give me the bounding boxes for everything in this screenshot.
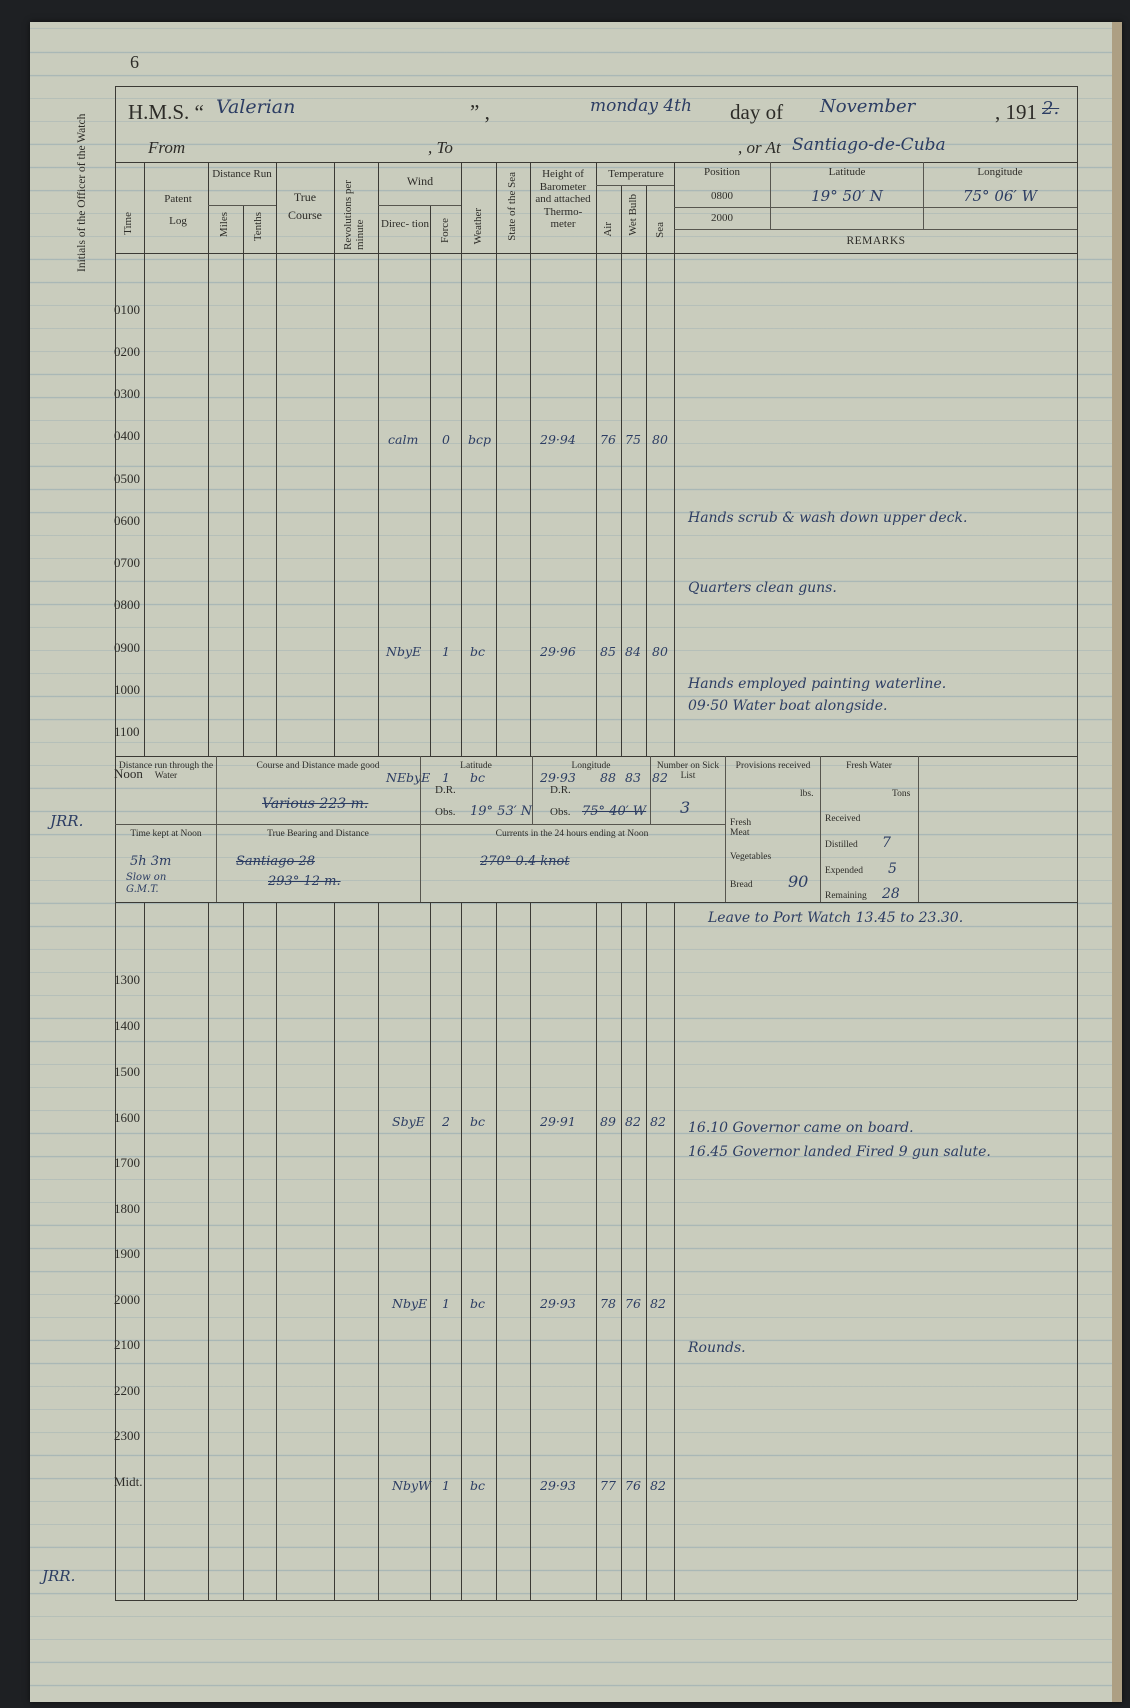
obs-1600-direction: SbyE [392,1114,425,1129]
temp-sub-line [596,185,674,186]
col-line-wet [646,185,647,756]
hms-prefix: H.M.S. “ [128,100,204,124]
position-header: Position [703,166,741,178]
officer-initials-pm: JRR. [42,1567,76,1585]
remark-1610: 16.10 Governor came on board. [688,1120,914,1136]
lon-obs-label: Obs. [550,806,571,818]
obs-noon-barometer: 29·93 [540,770,576,785]
obs-noon-air: 88 [600,770,616,785]
year-prefix: , 191 [995,100,1037,124]
obs-noon-weather: bc [470,770,486,785]
position-time-0800: 0800 [711,190,733,202]
col-line-revs [378,162,379,756]
obs-2000-weather: bc [470,1296,486,1311]
remark-0900: Hands employed painting waterline. [688,676,947,692]
pm-col-line-force [461,902,462,1600]
tons-label: Tons [892,789,911,799]
hour-label: 0300 [114,386,140,401]
pm-col-line-tenths [276,902,277,1600]
obs-1600-wet: 82 [625,1114,641,1129]
obs-0900-force: 1 [442,644,450,659]
hour-label: Midt. [114,1474,143,1489]
expended-value: 5 [888,861,897,877]
currents-label: Currents in the 24 hours ending at Noon [495,829,649,839]
hour-label: 1700 [114,1155,140,1170]
frame-bottom [115,1600,1077,1601]
obs-2000-wet: 76 [625,1296,641,1311]
obs-noon-direction: NEbyE [386,770,431,785]
col-line-time [144,162,145,756]
col-line-direction [430,205,431,756]
obs-midt-barometer: 29·93 [540,1478,576,1493]
obs-0900-wet: 84 [625,644,641,659]
col-air-header: Air [602,222,614,237]
pm-col-line-wet [646,902,647,1600]
obs-midt-wet: 76 [625,1478,641,1493]
distilled-value: 7 [882,835,891,851]
col-true-course-header: True Course [288,190,322,222]
pm-col-line-miles [243,902,244,1600]
pm-col-line-course [334,902,335,1600]
pm-col-line-air [621,902,622,1600]
obs-0900-air: 85 [600,644,616,659]
vegetables-label: Vegetables [730,852,772,862]
obs-0900-weather: bc [470,644,486,659]
hour-label: 0200 [114,344,140,359]
pm-col-line-revs [378,902,379,1600]
pm-col-line-state [530,902,531,1600]
col-wet-bulb-header: Wet Bulb [627,194,639,236]
hour-label: 1500 [114,1064,140,1079]
nb-line-7 [918,756,919,902]
obs-midt-weather: bc [470,1478,486,1493]
obs-2000-sea: 82 [650,1296,666,1311]
col-time-header: Time [122,212,134,235]
side-label-initials: Initials of the Officer of the Watch [76,113,88,272]
col-barometer-header: Height of Barometer and attached Thermo- meter [535,168,591,230]
obs-1600-sea: 82 [650,1114,666,1129]
hour-label: 0400 [114,428,140,443]
nb-line-4 [650,756,651,824]
officer-initials-am: JRR. [50,812,84,830]
day-of-label: day of [730,100,784,124]
hour-label: 2200 [114,1383,140,1398]
pm-col-line-log [208,902,209,1600]
pos-row-line [674,207,1077,208]
col-miles-header: Miles [218,212,230,238]
remaining-value: 28 [882,886,900,902]
course-value: Various 223 m. [262,796,369,812]
col-line-course [334,162,335,756]
latitude-header: Latitude [828,166,866,178]
obs-0400-air: 76 [600,432,616,447]
ship-name: Valerian [216,96,296,118]
hour-label: 0800 [114,597,140,612]
col-wind-header: Wind [406,174,434,188]
remark-0530: Hands scrub & wash down upper deck. [688,510,968,526]
frame-right [1077,86,1078,1600]
provisions-label: Provisions received [735,761,811,771]
obs-0900-sea: 80 [652,644,668,659]
position-lat-0800: 19° 50′ N [811,187,883,205]
pm-col-line-weather [496,902,497,1600]
hour-label: 0600 [114,513,140,528]
obs-1600-force: 2 [442,1114,450,1129]
sick-list-label: Number on Sick List [656,761,720,781]
hour-label: 0500 [114,471,140,486]
obs-2000-direction: NbyE [392,1296,428,1311]
hour-label: 1300 [114,972,140,987]
pm-col-line-time [144,902,145,1600]
or-at-label: , or At [738,138,781,157]
obs-midt-sea: 82 [650,1478,666,1493]
fresh-water-label: Fresh Water [846,761,892,771]
noon-block-top [115,756,1077,757]
col-direction-header: Direc- tion [381,218,429,230]
distilled-label: Distilled [825,840,858,850]
col-patent-log-header: Patent Log [164,193,192,227]
obs-1600-air: 89 [600,1114,616,1129]
currents-value: 270° 0.4 knot [480,854,570,869]
obs-0400-weather: bcp [468,432,492,447]
from-label: From [148,138,186,157]
obs-noon-force: 1 [442,770,450,785]
dist-sub-line [208,205,276,206]
position-lon-0800: 75° 06′ W [962,187,1038,205]
nb-line-1 [216,756,217,902]
nb-line-6 [820,756,821,902]
bearing-value: 293° 12 m. [268,874,341,889]
obs-2000-barometer: 29·93 [540,1296,576,1311]
remark-0950: 09·50 Water boat alongside. [688,698,888,714]
time-kept-note: Slow on G.M.T. [126,872,167,895]
lbs-label: lbs. [800,789,814,799]
col-sea-header: Sea [654,222,666,238]
obs-midt-air: 77 [600,1478,616,1493]
bread-value: 90 [788,872,809,891]
hour-label: 0900 [114,640,140,655]
hour-label: 1400 [114,1018,140,1033]
pos-line-2 [923,162,924,229]
lat-obs-value: 19° 53′ N [470,804,533,819]
log-page [30,22,1122,1702]
remaining-label: Remaining [825,891,867,901]
remark-2100: Rounds. [688,1340,746,1356]
latitude-label: Latitude [460,761,492,771]
remarks-header: REMARKS [846,235,906,247]
year-suffix: 2. [1042,98,1060,119]
col-state-sea-header: State of the Sea [506,172,518,241]
time-kept-label: Time kept at Noon [130,829,202,839]
obs-2000-force: 1 [442,1296,450,1311]
position-time-2000: 2000 [711,212,733,224]
time-kept-value: 5h 3m [130,854,172,869]
obs-noon-wet: 83 [625,770,641,785]
nb-line-2 [420,756,421,902]
obs-0400-sea: 80 [652,432,668,447]
nb-line-5 [725,756,726,902]
location: Santiago-de-Cuba [792,135,946,155]
remark-1230: Leave to Port Watch 13.45 to 23.30. [708,910,964,926]
expended-label: Expended [825,866,863,876]
col-tenths-header: Tenths [252,212,264,242]
pm-col-line-sea [674,902,675,1600]
dist-water-label: Distance run through the Water [118,761,214,781]
obs-0400-barometer: 29·94 [540,432,576,447]
col-line-log [208,162,209,756]
course-label: Course and Distance made good [256,761,380,771]
hour-label: 2300 [114,1428,140,1443]
col-revolutions-header: Revolutions per minute [342,180,366,250]
hour-label: 0100 [114,302,140,317]
hour-label: 1800 [114,1201,140,1216]
longitude-label: Longitude [571,761,611,771]
lat-obs-label: Obs. [435,806,456,818]
col-distance-header: Distance Run [212,168,272,180]
remark-1645: 16.45 Governor landed Fired 9 gun salute. [688,1144,991,1160]
col-line-sea [674,162,675,756]
obs-2000-air: 78 [600,1296,616,1311]
bread-label: Bread [730,880,753,890]
col-line-weather [496,162,497,756]
month: November [820,96,916,117]
obs-midt-direction: NbyW [392,1478,431,1493]
hour-label: 1000 [114,682,140,697]
col-line-air [621,185,622,756]
hour-label: 2100 [114,1337,140,1352]
obs-1600-weather: bc [470,1114,486,1129]
obs-0400-force: 0 [442,432,450,447]
weekday-date: monday 4th [590,96,692,116]
obs-0900-direction: NbyE [386,644,422,659]
hour-label: 1100 [114,724,140,739]
pm-col-line-baro [596,902,597,1600]
col-line-force [461,162,462,756]
wind-sub-line [378,205,461,206]
obs-0900-barometer: 29·96 [540,644,576,659]
pos-line-1 [770,162,771,229]
obs-0400-direction: calm [388,432,419,447]
page-number: 6 [130,52,139,72]
to-label: , To [428,138,453,157]
pos-bottom-line [674,229,1077,230]
received-label: Received [825,814,861,824]
col-force-header: Force [439,218,451,244]
hour-label: 1600 [114,1110,140,1125]
obs-1600-barometer: 29·91 [540,1114,576,1129]
hour-label: 2000 [114,1292,140,1307]
lat-dr-label: D.R. [435,784,456,796]
bearing-place: Santiago 28 [236,854,315,869]
col-line-miles [243,205,244,756]
obs-noon-sea: 82 [652,770,668,785]
col-weather-header: Weather [472,208,484,245]
lon-dr-label: D.R. [550,784,571,796]
col-line-baro [596,162,597,756]
frame-top [115,86,1077,87]
col-temperature-header: Temperature [608,168,664,180]
lon-obs-value: 75° 40′ W [582,804,647,819]
sick-list-value: 3 [680,798,691,817]
pm-col-line-direction [430,902,431,1600]
fresh-meat-label: Fresh Meat [730,818,752,838]
col-line-tenths [276,162,277,756]
close-quote: ” , [470,100,490,124]
bearing-label: True Bearing and Distance [267,829,369,839]
remark-0700: Quarters clean guns. [688,580,837,596]
hour-label: Noon [114,766,143,781]
hour-label: 1900 [114,1246,140,1261]
hour-label: 0700 [114,555,140,570]
longitude-header: Longitude [977,166,1023,178]
obs-0400-wet: 75 [625,432,641,447]
page-edge [1112,22,1122,1702]
col-line-state [530,162,531,756]
obs-midt-force: 1 [442,1478,450,1493]
